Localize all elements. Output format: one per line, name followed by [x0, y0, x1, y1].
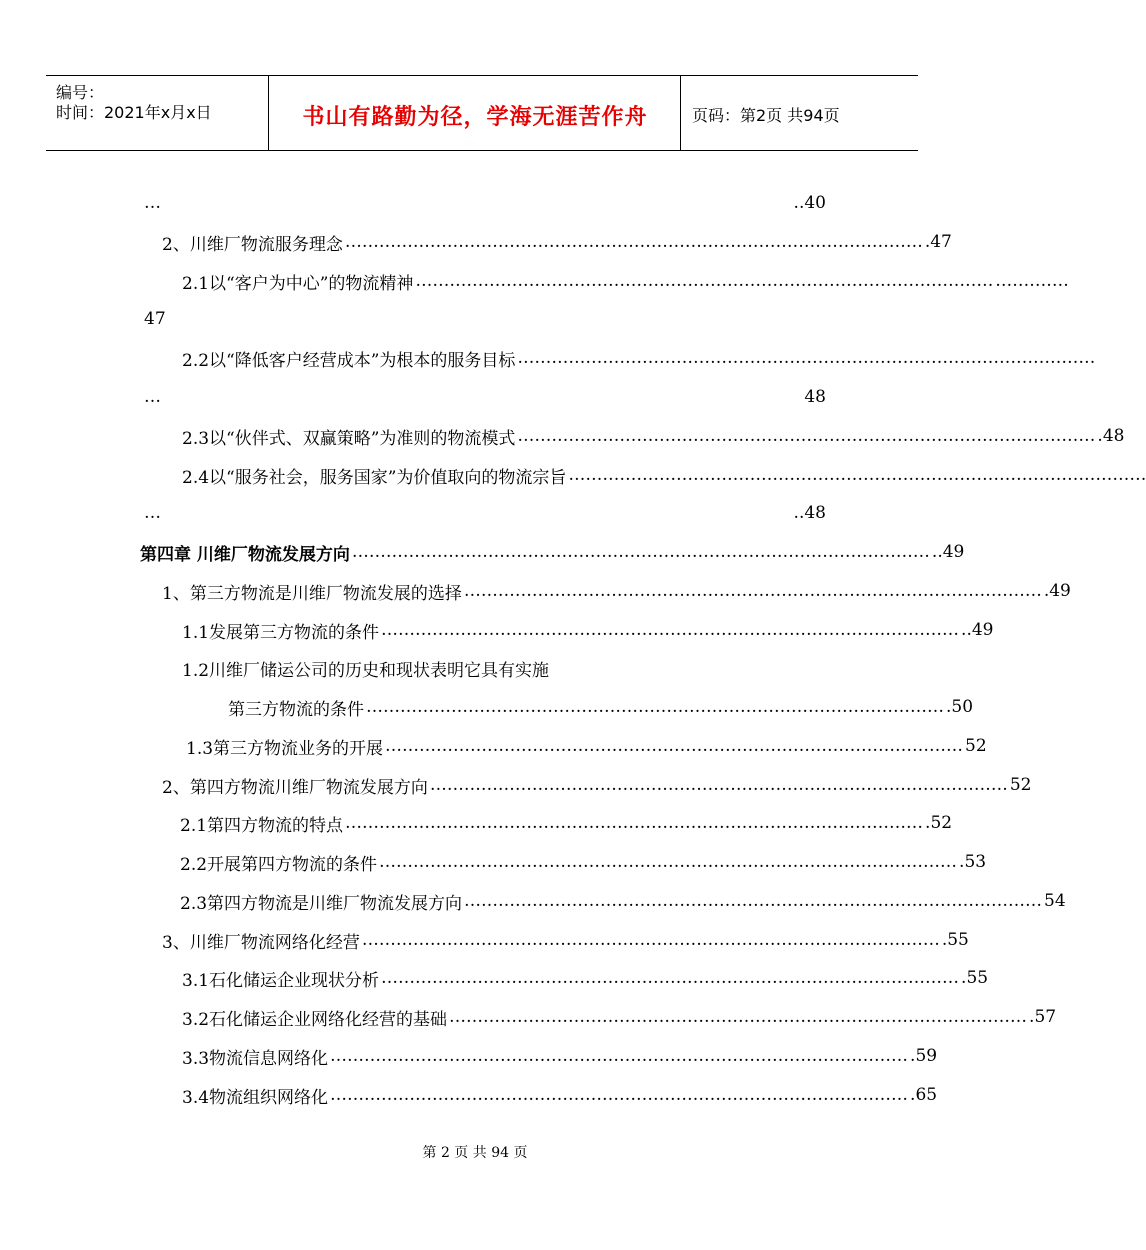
toc-chapter[interactable]	[140, 537, 965, 567]
toc-entry-title: 3、川维厂物流网络化经营	[162, 932, 360, 953]
toc-entry-title: 2.3以“伙伴式、双赢策略”为准则的物流模式	[182, 428, 516, 449]
toc-leader: …………………………………………………………………………………………	[381, 620, 960, 640]
toc-entry[interactable]	[182, 615, 994, 645]
toc-entry-page: .48	[1097, 426, 1125, 446]
toc-entry[interactable]	[182, 421, 1125, 451]
toc-entry-title: …	[144, 387, 161, 407]
toc-entry-title: 3.3物流信息网络化	[182, 1048, 329, 1069]
toc-entry[interactable]	[162, 227, 952, 257]
toc-entry-title: 1、第三方物流是川维厂物流发展的选择	[162, 583, 462, 604]
toc-entry-title: 第三方物流的条件	[228, 699, 364, 720]
toc-entry[interactable]	[182, 653, 826, 683]
toc-leader: …………………………………………………………………………………………	[345, 813, 924, 833]
toc-entry[interactable]	[162, 576, 1071, 606]
toc-entry[interactable]	[186, 731, 987, 761]
toc-entry-page: .…………	[995, 271, 1069, 291]
toc-entry-page: .50	[946, 697, 974, 717]
toc-entry[interactable]	[228, 692, 974, 722]
toc-entry-title: 2、第四方物流川维厂物流发展方向	[162, 777, 428, 798]
toc-entry-title: 2、川维厂物流服务理念	[162, 234, 343, 255]
toc-entry[interactable]	[182, 343, 1096, 373]
toc-entry-title: …	[144, 503, 161, 523]
toc-entry-page: .59	[910, 1046, 938, 1066]
toc-entry-title: 3.4物流组织网络化	[182, 1087, 329, 1108]
toc-entry-page: 54	[1044, 891, 1066, 911]
toc-leader: …………………………………………………………………………………………	[344, 232, 923, 252]
toc-entry-title: 2.3第四方物流是川维厂物流发展方向	[180, 893, 463, 914]
toc-entry-page: .55	[941, 930, 969, 950]
toc-entry-title: …	[144, 193, 161, 213]
toc-entry-title: 3.1石化储运企业现状分析	[182, 970, 380, 991]
toc-leader: …………………………………………………………………………………………	[415, 271, 994, 291]
header-number-label: 编号：	[56, 83, 105, 102]
toc-leader: …………………………………………………………………………………………	[464, 891, 1043, 911]
toc-entry[interactable]	[180, 886, 1066, 916]
toc-entry[interactable]	[182, 266, 1069, 296]
toc-entry-page: 48	[804, 387, 826, 407]
toc-entry-page: .57	[1029, 1007, 1057, 1027]
page-footer: 第 2 页 共 94 页	[422, 1145, 528, 1161]
toc-entry-page: .53	[959, 852, 987, 872]
toc-entry[interactable]	[162, 925, 969, 955]
toc-entry[interactable]	[144, 382, 826, 412]
toc-leader: …………………………………………………………………………………………	[568, 465, 1146, 485]
toc-entry-title: 2.2开展第四方物流的条件	[180, 854, 378, 875]
toc-leader: …………………………………………………………………………………………	[429, 775, 1008, 795]
toc-leader: …………………………………………………………………………………………	[381, 968, 960, 988]
toc-chapter-title: 第四章 川维厂物流发展方向	[140, 544, 350, 565]
toc-entry-page: .52	[925, 813, 953, 833]
toc-leader: …………………………………………………………………………………………	[517, 426, 1096, 446]
toc-leader: …………………………………………………………………………………………	[330, 1046, 909, 1066]
toc-entry-page: 52	[965, 736, 987, 756]
toc-entry[interactable]	[180, 808, 953, 838]
toc-entry-page: .65	[910, 1085, 938, 1105]
toc-leader: …………………………………………………………………………………………	[379, 852, 958, 872]
toc-entry-title: 1.1发展第三方物流的条件	[182, 622, 380, 643]
toc-entry-page: 52	[1009, 775, 1032, 795]
toc-leader: …………………………………………………………………………………………	[449, 1007, 1028, 1027]
toc-entry-page: ..49	[961, 620, 994, 640]
toc-entry[interactable]	[144, 498, 826, 528]
header-motto: 书山有路勤为径，学海无涯苦作舟	[302, 105, 648, 130]
toc-entry[interactable]	[182, 1080, 938, 1110]
toc-entry-title: 1.2川维厂储运公司的历史和现状表明它具有实施	[182, 660, 550, 681]
toc-entry-page: .49	[1043, 581, 1071, 601]
toc-entry[interactable]	[182, 963, 989, 993]
toc-entry[interactable]	[182, 1041, 938, 1071]
header-page-info: 页码：第2页 共94页	[692, 106, 840, 125]
toc-entry-title: 2.4以“服务社会，服务国家”为价值取向的物流宗旨	[182, 467, 567, 488]
toc-entry[interactable]	[182, 1002, 1057, 1032]
toc-leader: …………………………………………………………………………………………	[330, 1085, 909, 1105]
toc-leader: …………………………………………………………………………………………	[517, 348, 1096, 368]
toc-entry[interactable]	[144, 188, 826, 218]
toc-entry-title: 2.1以“客户为中心”的物流精神	[182, 273, 414, 294]
toc-entry-title: 47	[144, 309, 166, 329]
toc-entry-title: 3.2石化储运企业网络化经营的基础	[182, 1009, 448, 1030]
toc-entry-title: 1.3第三方物流业务的开展	[186, 738, 384, 759]
toc-entry-title: 2.2以“降低客户经营成本”为根本的服务目标	[182, 350, 516, 371]
toc-leader: …………………………………………………………………………………………	[361, 930, 940, 950]
header-date-label: 时间：2021年x月x日	[56, 103, 212, 122]
toc-entry-page: ..49	[931, 542, 965, 562]
toc-entry[interactable]	[162, 770, 1032, 800]
toc-leader: …………………………………………………………………………………………	[351, 542, 930, 562]
toc-entry-title: 2.1第四方物流的特点	[180, 815, 344, 836]
toc-entry-page: .55	[961, 968, 989, 988]
toc-leader: …………………………………………………………………………………………	[385, 736, 964, 756]
toc-entry[interactable]	[144, 304, 826, 334]
toc-entry-page: ..40	[793, 193, 826, 213]
toc-entry[interactable]	[182, 460, 1146, 490]
toc-leader: …………………………………………………………………………………………	[366, 697, 944, 717]
toc-leader: …………………………………………………………………………………………	[463, 581, 1042, 601]
toc-entry[interactable]	[180, 847, 987, 877]
toc-entry-page: .47	[924, 232, 952, 252]
toc-entry-page: ..48	[793, 503, 826, 523]
